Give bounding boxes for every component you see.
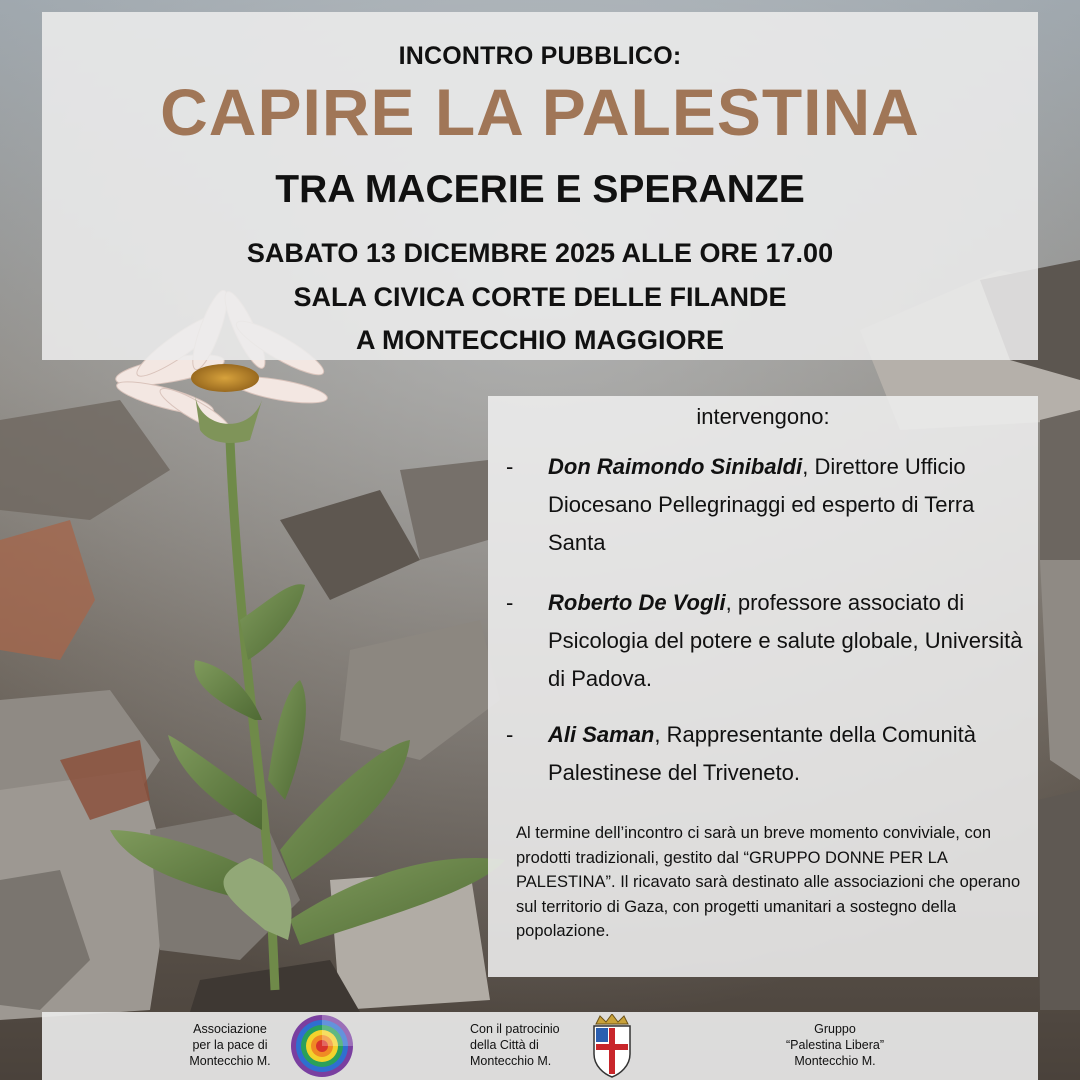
footer-left-line3: Montecchio M. [189,1054,271,1068]
footer-center-line2: della Città di [470,1038,539,1052]
footer-association-text [170,1021,290,1069]
city-crest-icon [590,1014,634,1078]
event-venue: SALA CIVICA CORTE DELLE FILANDE [293,282,787,312]
speakers-heading: intervengono: [696,404,830,429]
speaker-item [506,448,1026,562]
speaker-name: Roberto De Vogli [548,590,726,615]
event-kicker: INCONTRO PUBBLICO: [398,42,682,70]
speaker-role: , professore associato di Psicologia del potere e salute globale, Università di Padova. [548,590,1023,691]
header-panel [42,12,1038,360]
footer-right-line2: “Palestina Libera” [786,1038,884,1052]
list-dash: - [506,722,514,747]
footer-right-line3: Montecchio M. [794,1054,876,1068]
footer-group-text [770,1021,900,1069]
speaker-role: , Direttore Ufficio Diocesano Pellegrinaggi ed esperto di Terra Santa [548,454,975,555]
event-subtitle: TRA MACERIE E SPERANZE [275,168,805,211]
speaker-item [506,584,1026,698]
footer-center-line1: Con il patrocinio [470,1022,560,1036]
footer-center-line3: Montecchio M. [470,1054,552,1068]
closing-note: Al termine dell’incontro ci sarà un breve momento conviviale, con prodotti tradizionali, gestito dal “GRUPPO DONNE PER LA PALESTINA”. Il ricavato sarà destinato alle associazioni che operano sul territorio di Gaza, con progetti umanitari a sostegno della popolazione. [516,824,1021,940]
footer-patronage-text [470,1021,578,1069]
speaker-role: , Rappresentante della Comunità Palestinese del Triveneto. [548,722,977,785]
footer-left-line2: per la pace di [192,1038,268,1052]
event-place: A MONTECCHIO MAGGIORE [356,325,724,355]
peace-logo-icon [288,1012,356,1080]
list-dash: - [506,590,514,615]
speakers-panel [488,396,1038,977]
event-date: SABATO 13 DICEMBRE 2025 ALLE ORE 17.00 [246,238,834,268]
footer-left-line1: Associazione [193,1022,267,1036]
event-title: CAPIRE LA PALESTINA [160,75,920,149]
list-dash: - [506,454,514,479]
speaker-item [506,716,1026,792]
footer-right-line1: Gruppo [814,1022,856,1036]
speaker-name: Don Raimondo Sinibaldi [548,454,803,479]
speaker-name: Ali Saman [548,722,655,747]
